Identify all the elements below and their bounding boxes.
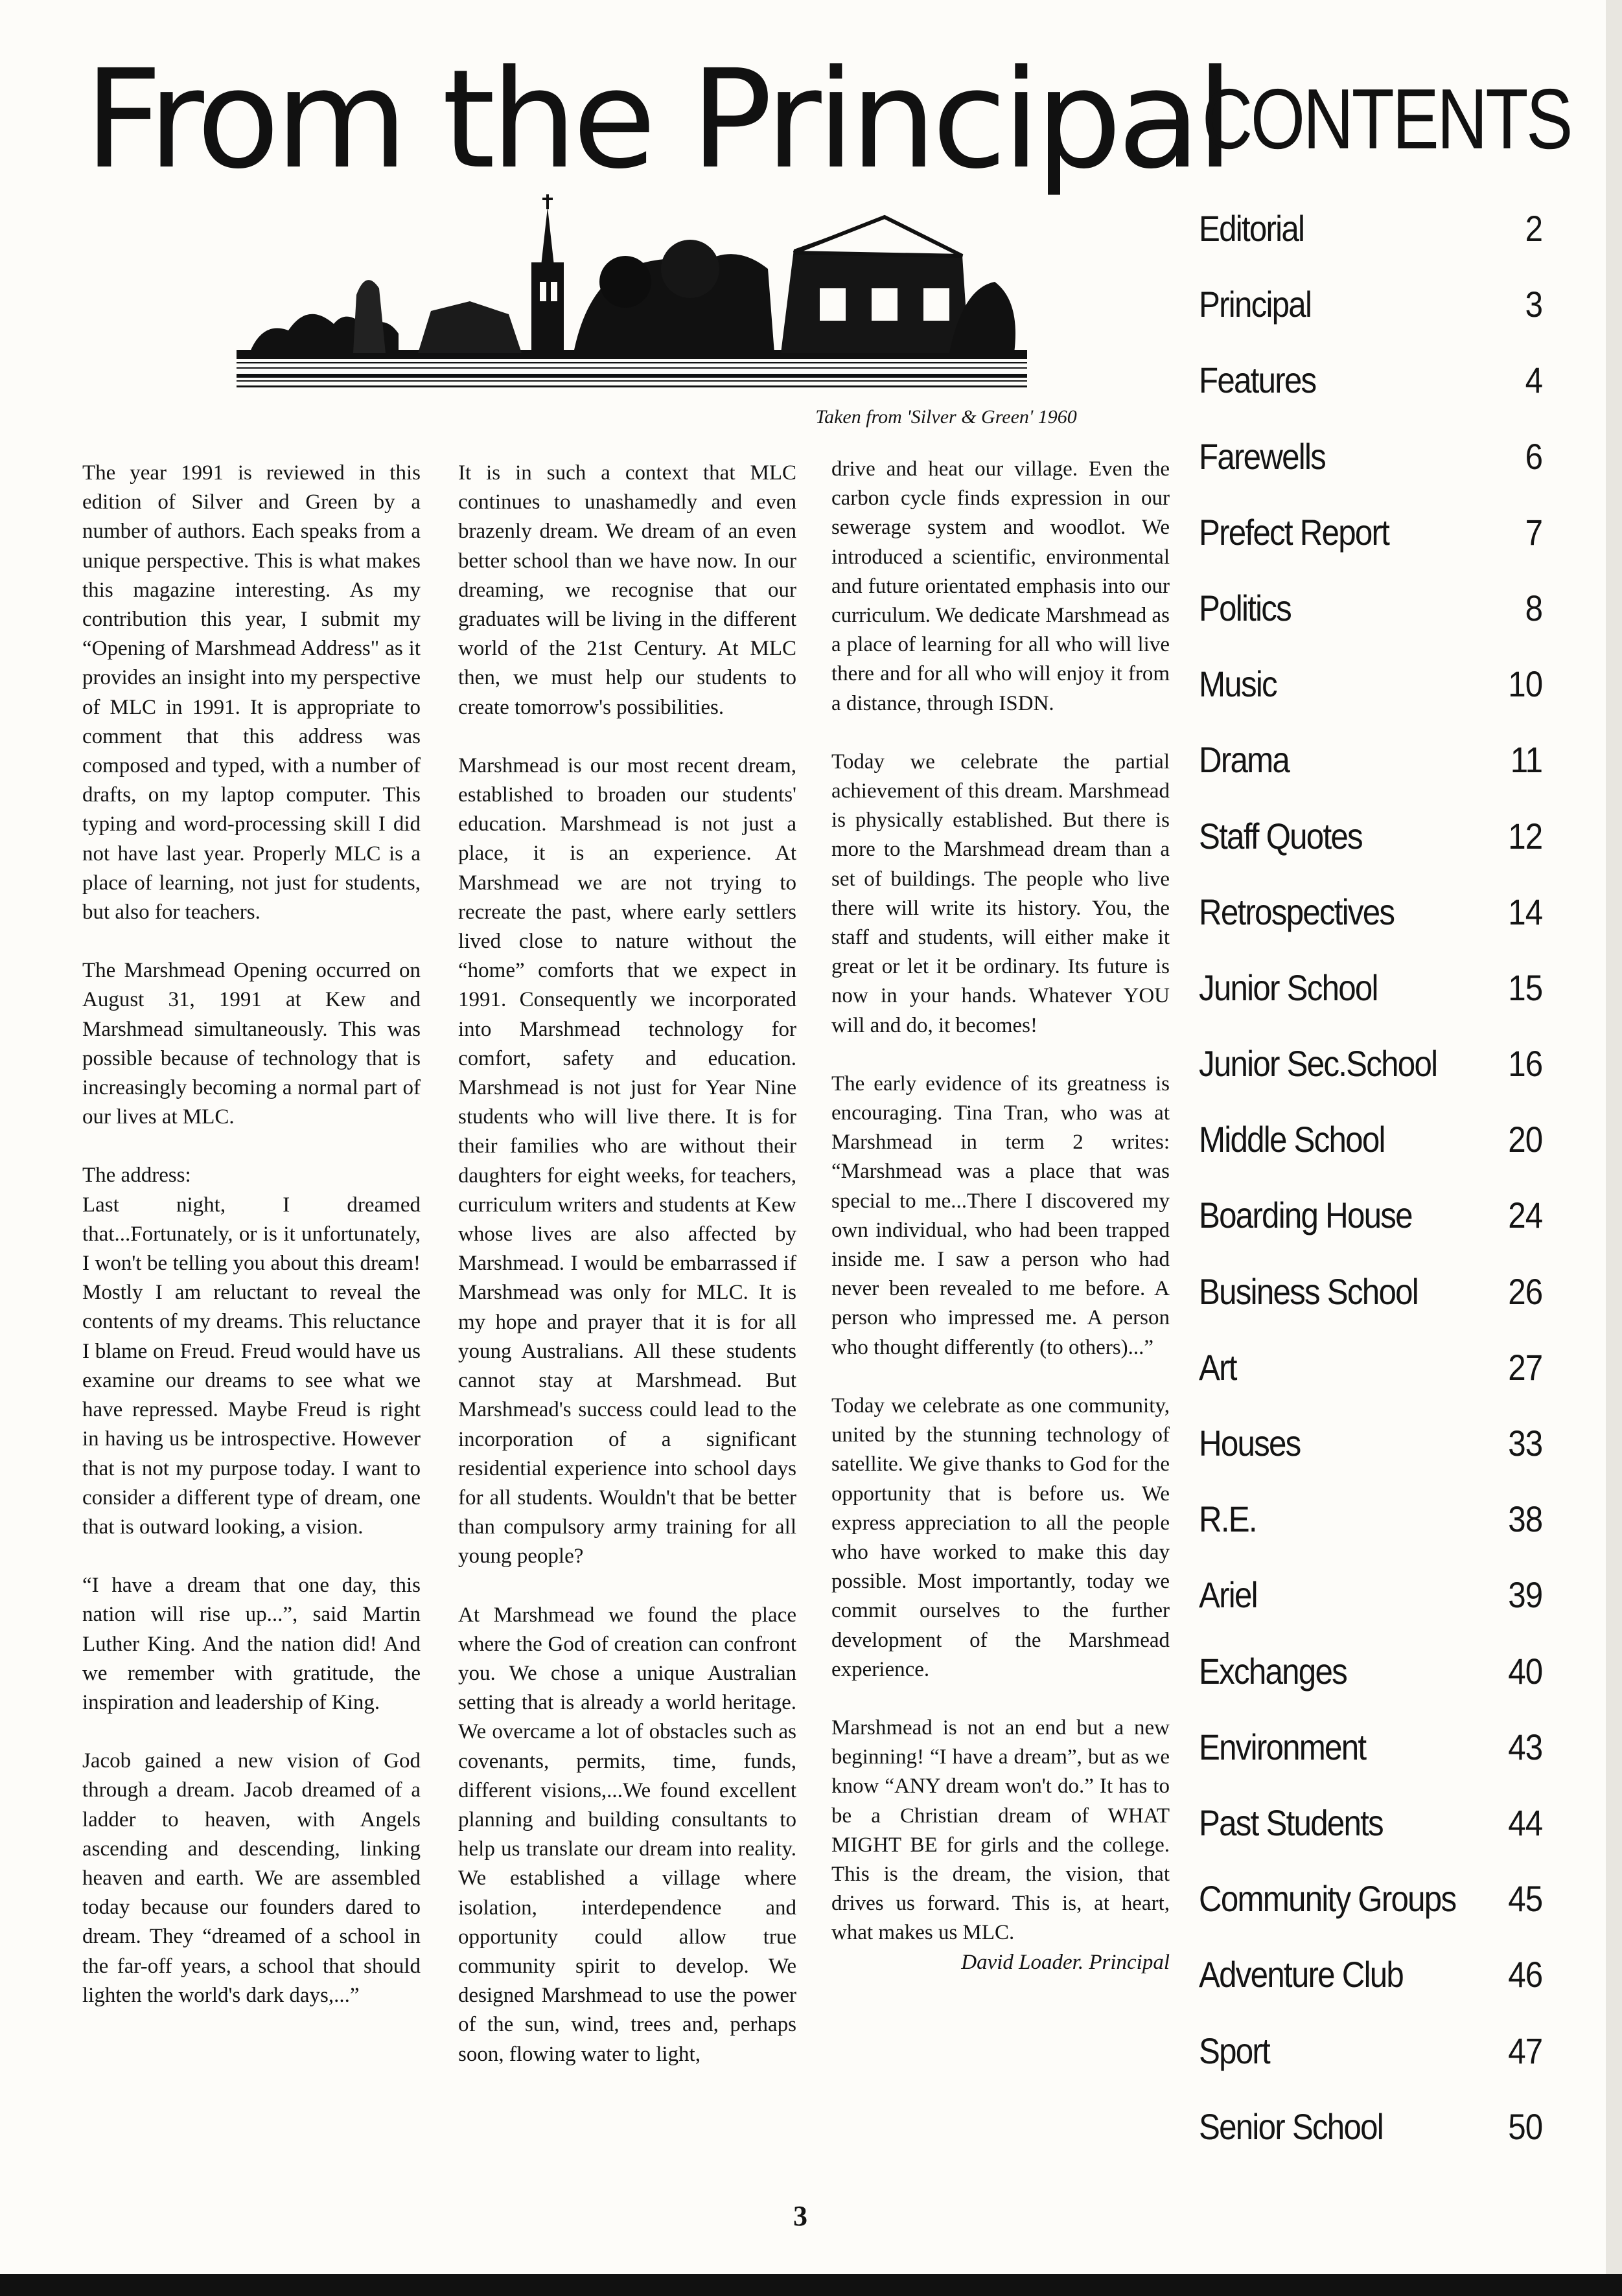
paragraph: Today we celebrate as one community, united by the stunning technology of satellite. We give thanks to God for the opportunity that is before us. We express appreciation to all the people who have worked to make this day possible. Most importantly, today we commit ourselves to the further development of the Marshmead experience.	[831, 1394, 1170, 1681]
paragraph: The year 1991 is reviewed in this edition of Silver and Green by a number of authors. Each speaks from a unique perspective. This is what makes this magazine interesting. As my contribution this year, I submit my “Opening of Marshmead Address" as it provides an insight into my perspective of MLC in 1991. It is appropriate to comment that this address was composed and typed, with a number of drafts, on my laptop computer. This typing and word-processing skill I did not have last year. Properly MLC is a place of learning, not just for students, but also for teachers.	[82, 461, 421, 924]
contents-item-page: 10	[1507, 663, 1542, 705]
contents-item	[1199, 2030, 1542, 2106]
paragraph: The address:	[82, 1164, 191, 1188]
contents-item	[1199, 1650, 1542, 1726]
contents-item-page: 38	[1507, 1498, 1542, 1540]
contents-item-page: 7	[1525, 511, 1542, 553]
contents-item-page: 33	[1507, 1423, 1542, 1464]
contents-item-page: 14	[1507, 891, 1542, 932]
contents-item	[1199, 1498, 1542, 1574]
contents-item	[1199, 1574, 1542, 1649]
contents-item-page: 27	[1507, 1346, 1542, 1388]
article-column-1	[82, 459, 421, 2039]
contents-item	[1199, 587, 1542, 663]
contents-item	[1199, 967, 1542, 1042]
contents-item-page: 20	[1507, 1119, 1542, 1160]
page-number: 3	[793, 2200, 807, 2232]
paragraph: “I have a dream that one day, this nation will rise up...”, said Martin Luther King. And the nation did! And we remember with gratitude, the inspiration and leadership of King.	[82, 1574, 421, 1714]
contents-list	[1199, 207, 1542, 2181]
contents-item-label: Business School	[1199, 1270, 1418, 1312]
contents-item-label: Boarding House	[1199, 1195, 1412, 1236]
contents-item-label: Retrospectives	[1199, 891, 1395, 932]
contents-item	[1199, 1422, 1542, 1498]
contents-item-page: 16	[1507, 1043, 1542, 1085]
contents-item	[1199, 207, 1542, 283]
page-title: From the Principal	[84, 40, 1230, 199]
contents-item	[1199, 1042, 1542, 1118]
contents-item	[1199, 283, 1542, 359]
contents-item	[1199, 891, 1542, 967]
contents-item-page: 40	[1507, 1650, 1542, 1692]
contents-item-label: Farewells	[1199, 435, 1326, 477]
contents-item	[1199, 1346, 1542, 1422]
paragraph: Jacob gained a new vision of God through a dream. Jacob dreamed of a ladder to heaven, with Angels ascending and descending, linking heaven and earth. We are assembled today because our founders dared to dream. They “dreamed of a school in the far-off years, a school that should lighten the world's dark days,...”	[82, 1749, 421, 2007]
contents-item	[1199, 815, 1542, 891]
contents-item-label: Junior Sec.School	[1199, 1043, 1437, 1085]
contents-item-label: Art	[1199, 1346, 1236, 1388]
contents-item-page: 26	[1507, 1270, 1542, 1312]
contents-item	[1199, 1802, 1542, 1877]
contents-item	[1199, 663, 1542, 739]
contents-item-page: 24	[1507, 1195, 1542, 1236]
contents-item-label: Drama	[1199, 739, 1290, 781]
paragraph: Today we celebrate the partial achievement of this dream. Marshmead is physically established. But there is more to the Marshmead dream than a set of buildings. The people who live there will write its history. You, the staff and students, will either make it great or let it be ordinary. Its future is now in your hands. Whatever YOU will and do, it becomes!	[831, 750, 1170, 1037]
paragraph: It is in such a context that MLC continues to unashamedly and even brazenly dream. We dream of an even better school than we have now. In our dreaming, we recognise that our graduates will be living in the different world of the 21st Century. At MLC then, we must help our students to create tomorrow's possibilities.	[458, 461, 796, 719]
illustration-caption: Taken from 'Silver & Green' 1960	[815, 406, 1077, 428]
contents-item-label: Politics	[1199, 587, 1292, 628]
contents-item	[1199, 1953, 1542, 2029]
contents-item-page: 11	[1510, 739, 1542, 781]
contents-item-page: 43	[1507, 1726, 1542, 1767]
article-column-3	[831, 455, 1170, 2006]
contents-item	[1199, 1118, 1542, 1194]
contents-item	[1199, 359, 1542, 435]
contents-item	[1199, 2106, 1542, 2181]
contents-item-label: Music	[1199, 663, 1277, 705]
paragraph: The Marshmead Opening occurred on August 31, 1991 at Kew and Marshmead simultaneously. This was possible because of technology that is increasingly becoming a normal part of our lives at MLC.	[82, 959, 421, 1129]
contents-item-label: Principal	[1199, 284, 1312, 325]
paragraph: Marshmead is not an end but a new beginning! “I have a dream”, but as we know “ANY dream won't do.” It has to be a Christian dream of WHAT MIGHT BE for girls and the college. This is the dream, the vision, that drives us forward. This is, at heart, what makes us MLC.	[831, 1716, 1170, 1945]
paragraph: Marshmead is our most recent dream, established to broaden our students' education. Marshmead is not just a place, it is an experience. At Marshmead we are not trying to recreate the past, where early settlers lived close to nature without the “home” comforts that we expect in 1991. Consequently we incorporated into Marshmead technology for comfort, safety and education. Marshmead is not just for Year Nine students who will live there. It is for their families who are without their daughters for eight weeks, for teachers, curriculum writers and students at Kew whose lives are also affected by Marshmead. I would be embarrassed if Marshmead was only for MLC. It is my hope and prayer that it is for all young Australians. All these students cannot stay at Marshmead. But Marshmead's success could lead to the incorporation of a significant residential experience into school days for all students. Wouldn't that be better than compulsory army training for all young people?	[458, 753, 796, 1568]
contents-item-label: Sport	[1199, 2030, 1269, 2071]
contents-item-label: Features	[1199, 360, 1316, 401]
contents-item-label: Junior School	[1199, 967, 1378, 1008]
contents-item-page: 50	[1507, 2106, 1542, 2147]
contents-item	[1199, 1726, 1542, 1802]
contents-item	[1199, 1194, 1542, 1270]
contents-item-label: Houses	[1199, 1423, 1301, 1464]
contents-item-page: 39	[1507, 1574, 1542, 1616]
contents-item-page: 2	[1525, 208, 1542, 249]
contents-item	[1199, 739, 1542, 814]
paragraph: drive and heat our village. Even the carbon cycle finds expression in our sewerage system and woodlot. We introduced a scientific, environmental and future orientated emphasis into our curriculum. We dedicate Marshmead as a place of learning for all who will live there and for all who will enjoy it from a distance, through ISDN.	[831, 457, 1170, 715]
contents-item	[1199, 435, 1542, 511]
contents-item-page: 46	[1507, 1954, 1542, 1995]
contents-item-page: 8	[1525, 587, 1542, 628]
contents-item-page: 6	[1525, 435, 1542, 477]
contents-item	[1199, 511, 1542, 587]
contents-item-label: Middle School	[1199, 1119, 1385, 1160]
school-building-illustration-icon	[237, 191, 1027, 402]
contents-item-label: Staff Quotes	[1199, 815, 1362, 856]
contents-item-page: 44	[1507, 1802, 1542, 1843]
article-column-2	[458, 459, 796, 2098]
contents-item-label: Past Students	[1199, 1802, 1383, 1843]
contents-item-label: Environment	[1199, 1726, 1366, 1767]
contents-item-page: 3	[1525, 284, 1542, 325]
contents-item	[1199, 1877, 1542, 1953]
scan-border	[0, 2274, 1622, 2296]
contents-item-label: R.E.	[1199, 1498, 1257, 1540]
author-signature: David Loader. Principal	[961, 1950, 1170, 1974]
contents-item-page: 45	[1507, 1878, 1542, 1920]
contents-item-label: Exchanges	[1199, 1650, 1347, 1692]
contents-item-page: 4	[1525, 360, 1542, 401]
contents-heading: CONTENTS	[1202, 71, 1571, 166]
contents-item-label: Editorial	[1199, 208, 1304, 249]
contents-item-page: 15	[1507, 967, 1542, 1008]
contents-item-label: Adventure Club	[1199, 1954, 1404, 1995]
contents-item-page: 47	[1507, 2030, 1542, 2071]
contents-item-page: 12	[1507, 815, 1542, 856]
paragraph: The early evidence of its greatness is encouraging. Tina Tran, who was at Marshmead in term 2 writes: “Marshmead was a place that was special to me...There I discovered my own individual, who had been trapped inside me. I saw a person who had never been revealed to me before. A person who impressed me. A person who thought differently (to others)...”	[831, 1072, 1170, 1359]
contents-item-label: Ariel	[1199, 1574, 1257, 1616]
contents-item	[1199, 1270, 1542, 1346]
contents-item-label: Community Groups	[1199, 1878, 1456, 1920]
contents-item-label: Prefect Report	[1199, 511, 1389, 553]
paragraph: Last night, I dreamed that...Fortunately, or is it unfortunately, I won't be telling you about this dream! Mostly I am reluctant to reveal the contents of my dreams. This reluctance I blame on Freud. Freud would have us examine our dreams to see what we have repressed. Maybe Freud is right in having us be introspective. However that is not my purpose today. I want to consider a different type of dream, one that is outward looking, a vision.	[82, 1193, 421, 1539]
paragraph: At Marshmead we found the place where the God of creation can confront you. We chose a unique Australian setting that is already a world heritage. We overcame a lot of obstacles such as covenants, permits, time, funds, different visions,...We found excellent planning and building consultants to help us translate our dream into reality. We established a village where isolation, interdependence and opportunity could allow true community spirit to develop. We designed Marshmead to use the power of the sun, wind, trees and, perhaps soon, flowing water to light,	[458, 1603, 796, 2066]
contents-item-label: Senior School	[1199, 2106, 1383, 2147]
page-edge	[1606, 0, 1622, 2296]
